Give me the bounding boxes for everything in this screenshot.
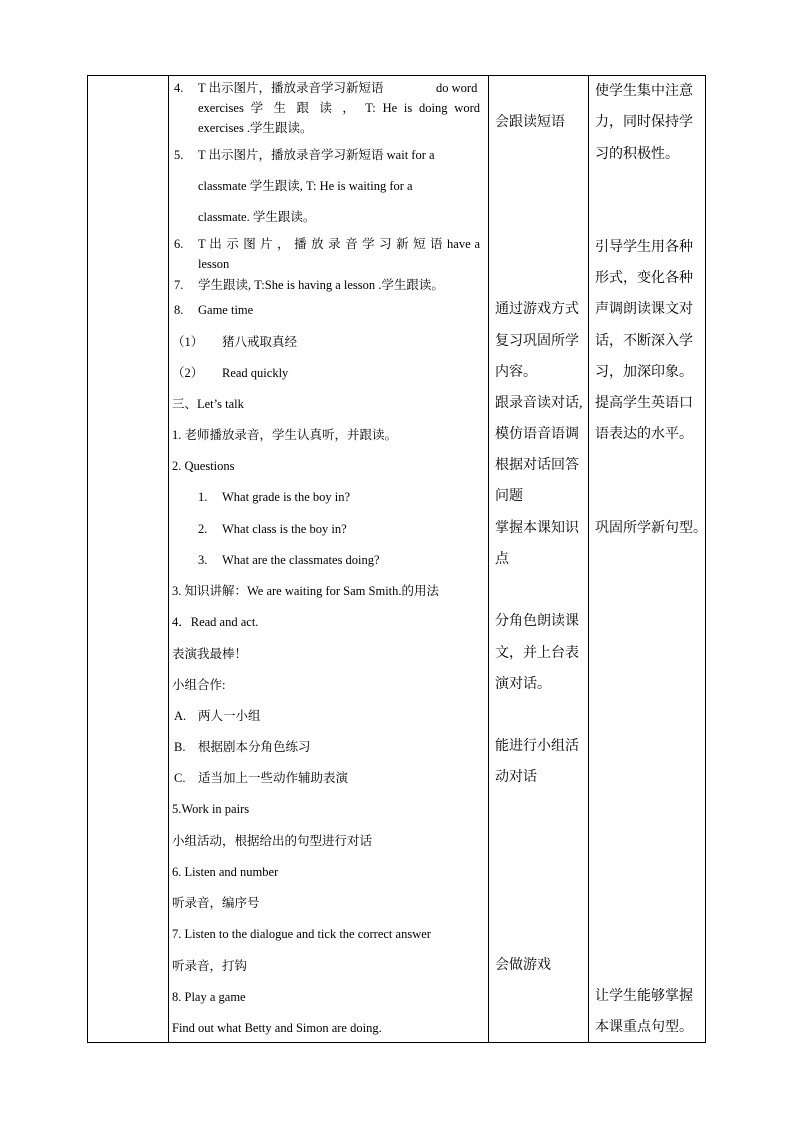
- procedure-text: T 出示图片，播放录音学习新短语: [198, 81, 384, 95]
- list-number: 2.: [198, 522, 208, 536]
- activity-text: 掌握本课知识: [495, 521, 579, 536]
- activity-text: 根据对话回答: [495, 458, 579, 473]
- list-number: A.: [174, 709, 187, 723]
- question-text: What grade is the boy in?: [222, 490, 351, 504]
- procedure-text: 适当加上一些动作辅助表演: [198, 771, 349, 785]
- list-number: 7.: [174, 278, 184, 292]
- procedure-text: 小组合作:: [172, 678, 226, 692]
- activity-text: 分角色朗读课: [495, 614, 579, 629]
- procedure-text: 7. Listen to the dialogue and tick the correct answer: [172, 927, 431, 941]
- list-number: （1）: [172, 335, 204, 349]
- procedure-text: 3. 知识讲解：We are waiting for Sam Smith.的用法: [172, 584, 440, 598]
- list-number: 8.: [174, 303, 184, 317]
- procedure-text: Read quickly: [222, 366, 289, 380]
- activity-text: 会跟读短语: [495, 115, 565, 130]
- list-number: 3.: [198, 553, 208, 567]
- procedure-text: 表演我最棒！: [172, 647, 248, 661]
- intent-text: 让学生能够掌握: [595, 989, 693, 1004]
- list-number: 1.: [198, 490, 208, 504]
- procedure-text: 1. 老师播放录音，学生认真听，并跟读。: [172, 428, 398, 442]
- activity-text: 复习巩固所学: [495, 334, 579, 349]
- procedure-text: 学生跟读, T:She is having a lesson .学生跟读。: [198, 278, 444, 292]
- intent-text: 使学生集中注意: [595, 84, 693, 99]
- procedure-text: 猪八戒取真经: [222, 335, 298, 349]
- intent-text: 本课重点句型。: [595, 1020, 693, 1035]
- intent-text: 话，不断深入学: [595, 334, 693, 349]
- intent-text: 力，同时保持学: [595, 115, 693, 130]
- list-number: 6.: [174, 237, 184, 251]
- section-heading: 三、Let’s talk: [172, 397, 244, 411]
- procedure-text: 听录音，编序号: [172, 896, 260, 910]
- activity-text: 会做游戏: [495, 958, 551, 973]
- procedure-text: Find out what Betty and Simon are doing.: [172, 1021, 382, 1035]
- question-text: What are the classmates doing?: [222, 553, 380, 567]
- procedure-text: 8. Play a game: [172, 990, 246, 1004]
- intent-text: 巩固所学新句型。: [595, 521, 707, 536]
- activity-text: 动对话: [495, 770, 537, 785]
- procedure-text: exercises .学生跟读。: [198, 121, 313, 135]
- intent-text: 提高学生英语口: [595, 396, 693, 411]
- column-divider: [588, 76, 589, 1042]
- intent-text: 习的积极性。: [595, 147, 679, 162]
- intent-text: 语表达的水平。: [595, 427, 693, 442]
- intent-text: 习，加深印象。: [595, 365, 693, 380]
- intent-text: 形式，变化各种: [595, 271, 693, 286]
- procedure-text: 根据剧本分角色练习: [198, 740, 311, 754]
- activity-text: 问题: [495, 489, 523, 504]
- procedure-text: classmate. 学生跟读。: [198, 210, 316, 224]
- column-divider: [168, 76, 169, 1042]
- activity-text: 模仿语音语调: [495, 427, 579, 442]
- activity-text: 演对话。: [495, 677, 551, 692]
- list-number: C.: [174, 771, 186, 785]
- procedure-text: 5.Work in pairs: [172, 802, 250, 816]
- procedure-text: 听录音，打钩: [172, 959, 248, 973]
- procedure-text: classmate 学生跟读, T: He is waiting for a: [198, 179, 413, 193]
- activity-text: 内容。: [495, 365, 537, 380]
- procedure-text: 两人一小组: [198, 709, 261, 723]
- procedure-text: T 出 示 图 片 ， 播 放 录 音 学 习 新 短 语 have a: [198, 237, 480, 251]
- list-number: 4.: [174, 81, 184, 95]
- procedure-text: 2. Questions: [172, 459, 235, 473]
- column-divider: [488, 76, 489, 1042]
- procedure-text: exercises 学 生 跟 读 ， T: He is doing word: [198, 101, 480, 115]
- procedure-text: do word: [436, 81, 478, 95]
- intent-text: 引导学生用各种: [595, 240, 693, 255]
- procedure-text: Game time: [198, 303, 254, 317]
- procedure-text: 4．Read and act.: [172, 615, 259, 629]
- activity-text: 能进行小组活: [495, 739, 579, 754]
- activity-text: 点: [495, 552, 509, 567]
- list-number: B.: [174, 740, 186, 754]
- list-number: （2）: [172, 366, 204, 380]
- procedure-text: 小组活动，根据给出的句型进行对话: [172, 834, 373, 848]
- activity-text: 文，并上台表: [495, 646, 579, 661]
- intent-text: 声调朗读课文对: [595, 302, 693, 317]
- procedure-text: 6. Listen and number: [172, 865, 279, 879]
- list-number: 5.: [174, 148, 184, 162]
- activity-text: 跟录音读对话,: [495, 396, 583, 411]
- procedure-text: T 出示图片，播放录音学习新短语 wait for a: [198, 148, 435, 162]
- activity-text: 通过游戏方式: [495, 302, 579, 317]
- question-text: What class is the boy in?: [222, 522, 347, 536]
- procedure-text: lesson: [198, 257, 230, 271]
